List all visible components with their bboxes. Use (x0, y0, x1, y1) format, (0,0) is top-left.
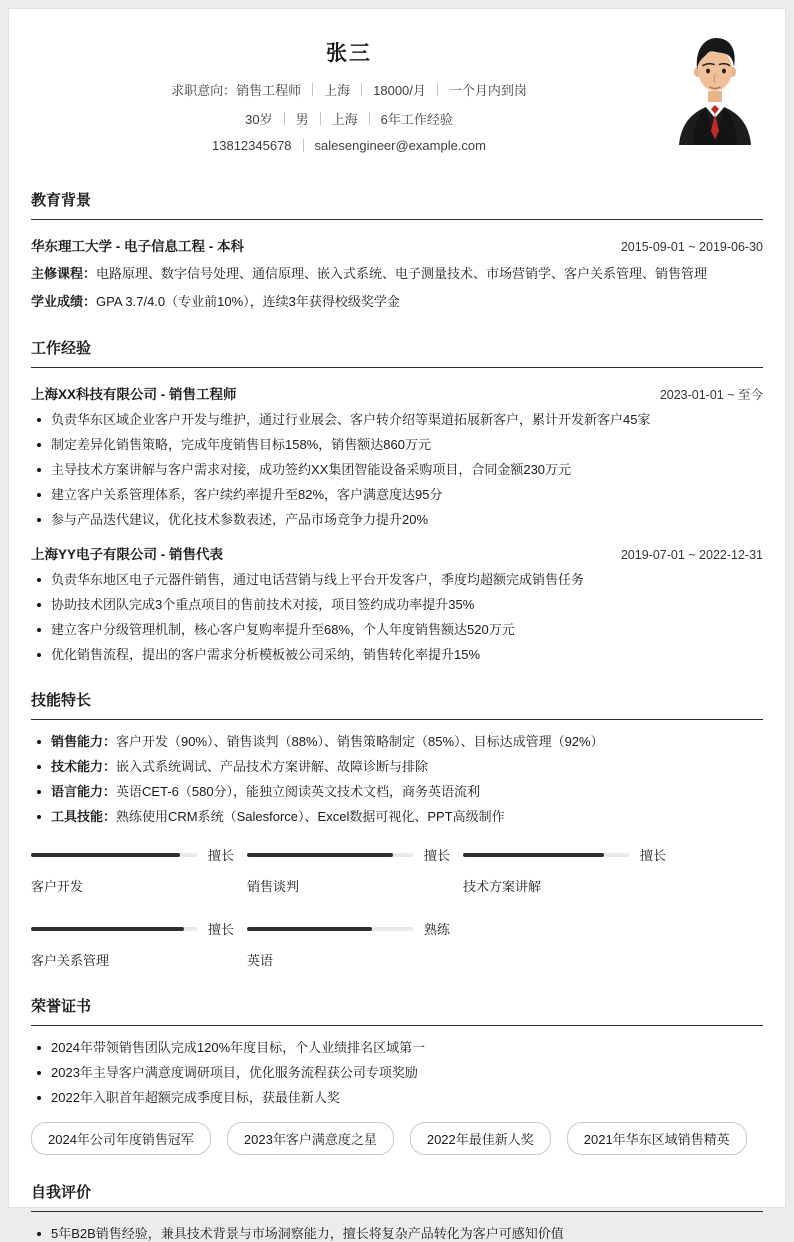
divider (369, 112, 370, 125)
skill-bar-track (247, 927, 413, 931)
skill-category-label: 语言能力： (51, 784, 117, 800)
section-skills (31, 689, 763, 969)
skill-name: 客户关系管理 (31, 953, 110, 969)
academic-record-value: GPA 3.7/4.0（专业前10%），连续3年获得校级奖学金 (96, 294, 400, 310)
job-entry (31, 543, 763, 663)
gender: 男 (295, 112, 309, 127)
section-education (31, 189, 763, 311)
skill-bar-track (247, 853, 413, 857)
skill-category-value: 熟练使用CRM系统（Salesforce）、Excel数据可视化、PPT高级制作 (116, 809, 505, 825)
skill-category-value: 客户开发（90%）、销售谈判（88%）、销售策略制定（85%）、目标达成管理（92%） (116, 734, 604, 750)
section-work-experience (31, 337, 763, 663)
phone-number: 13812345678 (212, 138, 292, 153)
honor-badge: 2021年华东区域销售精英 (567, 1122, 747, 1155)
list-item: 制定差异化销售策略，完成年度销售目标158%，销售额达860万元 (31, 436, 763, 453)
age: 30岁 (245, 112, 273, 127)
experience-years: 6年工作经验 (380, 112, 453, 127)
divider (320, 112, 321, 125)
divider (303, 139, 304, 152)
list-item: 参与产品迭代建议，优化技术参数表述，产品市场竞争力提升20% (31, 511, 763, 528)
honor-tags (31, 1122, 763, 1155)
list-item: 2024年带领销售团队完成120%年度目标，个人业绩排名区域第一 (31, 1039, 763, 1056)
skill-bar (31, 919, 247, 969)
honor-badge: 2023年客户满意度之星 (227, 1122, 394, 1155)
job-intent-line (31, 80, 667, 99)
skill-category-value: 英语CET-6（580分），能独立阅读英文技术文档，商务英语流利 (116, 784, 481, 800)
skill-bar (31, 845, 247, 895)
list-item: 主导技术方案讲解与客户需求对接，成功签约XX集团智能设备采购项目，合同金额230万元 (31, 461, 763, 478)
skill-bar-track (31, 853, 197, 857)
divider (312, 83, 313, 96)
skill-level-label: 擅长 (208, 922, 235, 938)
resume-page (8, 8, 786, 1242)
list-item: 5年B2B销售经验，兼具技术背景与市场洞察能力，擅长将复杂产品转化为客户可感知价值 (31, 1225, 763, 1242)
section-title-skills: 技能特长 (31, 689, 763, 720)
skill-bar (247, 845, 463, 895)
skill-bar-fill (31, 927, 184, 931)
list-item: 负责华东地区电子元器件销售，通过电话营销与线上平台开发客户，季度均超额完成销售任务 (31, 571, 763, 588)
list-item: 2023年主导客户满意度调研项目，优化服务流程获公司专项奖励 (31, 1064, 763, 1081)
job-bullet-list (31, 571, 763, 663)
honor-badge: 2022年最佳新人奖 (410, 1122, 551, 1155)
skill-bars (31, 845, 763, 969)
section-honors (31, 995, 763, 1155)
list-item: 负责华东区域企业客户开发与维护，通过行业展会、客户转介绍等渠道拓展新客户，累计开发新客户45家 (31, 411, 763, 428)
skills-bullet-list (31, 733, 763, 825)
skill-bar (463, 845, 679, 895)
skill-bar-fill (247, 927, 372, 931)
skill-bar-line (247, 845, 463, 864)
intent-city: 上海 (324, 83, 351, 98)
skill-bar-track (463, 853, 629, 857)
major-courses-value: 电路原理、数字信号处理、通信原理、嵌入式系统、电子测量技术、市场营销学、客户关系管理、销售管理 (96, 266, 708, 281)
list-item (31, 808, 763, 825)
company-role: 上海YY电子有限公司 - 销售代表 (31, 547, 224, 563)
skill-category-label: 技术能力： (51, 759, 117, 775)
contact-line (31, 138, 667, 153)
skill-level-label: 擅长 (640, 848, 667, 864)
school-degree: 华东理工大学 - 电子信息工程 - 本科 (31, 239, 244, 254)
skill-name: 客户开发 (31, 879, 84, 895)
avatar (667, 27, 763, 145)
skill-bar (247, 919, 463, 969)
expected-salary: 18000/月 (373, 83, 426, 98)
skill-bar-fill (463, 853, 604, 857)
skill-bar-fill (247, 853, 393, 857)
academic-record-row (31, 293, 763, 311)
header-text-block (31, 25, 667, 163)
skill-name: 销售谈判 (247, 879, 300, 895)
list-item: 2022年入职首年超额完成季度目标，获最佳新人奖 (31, 1089, 763, 1106)
major-courses-row (31, 265, 763, 283)
skill-bar-fill (31, 853, 180, 857)
list-item (31, 783, 763, 800)
job-intent: 求职意向：销售工程师 (171, 83, 302, 98)
skill-name: 技术方案讲解 (463, 879, 542, 895)
skill-level-label: 熟练 (424, 922, 451, 938)
list-item: 建立客户分级管理机制，核心客户复购率提升至68%，个人年度销售额达520万元 (31, 621, 763, 638)
self-evaluation-list (31, 1225, 763, 1242)
education-date-range: 2015-09-01 ~ 2019-06-30 (620, 240, 763, 254)
job-date-range: 2023-01-01 ~ 至今 (659, 388, 763, 403)
portrait-illustration-icon (667, 27, 763, 145)
skill-bar-track (31, 927, 197, 931)
list-item (31, 758, 763, 775)
section-title-honors: 荣誉证书 (31, 995, 763, 1026)
divider (361, 83, 362, 96)
divider (284, 112, 285, 125)
skill-category-value: 嵌入式系统调试、产品技术方案讲解、故障诊断与排除 (116, 759, 429, 775)
candidate-name: 张三 (326, 42, 372, 65)
list-item: 建立客户关系管理体系，客户续约率提升至82%，客户满意度达95分 (31, 486, 763, 503)
skill-name: 英语 (247, 953, 274, 969)
job-date-range: 2019-07-01 ~ 2022-12-31 (620, 548, 763, 563)
email-address: salesengineer@example.com (314, 138, 486, 153)
job-entry-head (31, 543, 763, 563)
major-courses-label: 主修课程： (31, 266, 97, 281)
skill-bar-line (31, 919, 247, 938)
section-title-education: 教育背景 (31, 189, 763, 220)
list-item: 优化销售流程，提出的客户需求分析模板被公司采纳，销售转化率提升15% (31, 646, 763, 663)
section-title-work: 工作经验 (31, 337, 763, 368)
honors-bullet-list (31, 1039, 763, 1106)
divider (437, 83, 438, 96)
list-item (31, 733, 763, 750)
honor-badge: 2024年公司年度销售冠军 (31, 1122, 211, 1155)
skill-level-label: 擅长 (424, 848, 451, 864)
academic-record-label: 学业成绩： (31, 294, 97, 310)
city: 上海 (331, 112, 358, 127)
list-item: 协助技术团队完成3个重点项目的售前技术对接，项目签约成功率提升35% (31, 596, 763, 613)
skill-category-label: 工具技能： (51, 809, 117, 825)
skill-bar-line (463, 845, 679, 864)
skill-bar-line (31, 845, 247, 864)
job-entry (31, 383, 763, 528)
section-self-evaluation (31, 1181, 763, 1242)
job-entry-head (31, 383, 763, 403)
skill-bar-line (247, 919, 463, 938)
section-title-self-evaluation: 自我评价 (31, 1181, 763, 1212)
skill-category-label: 销售能力： (51, 734, 117, 750)
skill-level-label: 擅长 (208, 848, 235, 864)
availability: 一个月内到岗 (448, 83, 527, 98)
education-entry (31, 235, 763, 255)
personal-info-line (31, 109, 667, 128)
header (31, 25, 763, 163)
company-role: 上海XX科技有限公司 - 销售工程师 (31, 387, 237, 403)
job-bullet-list (31, 411, 763, 528)
